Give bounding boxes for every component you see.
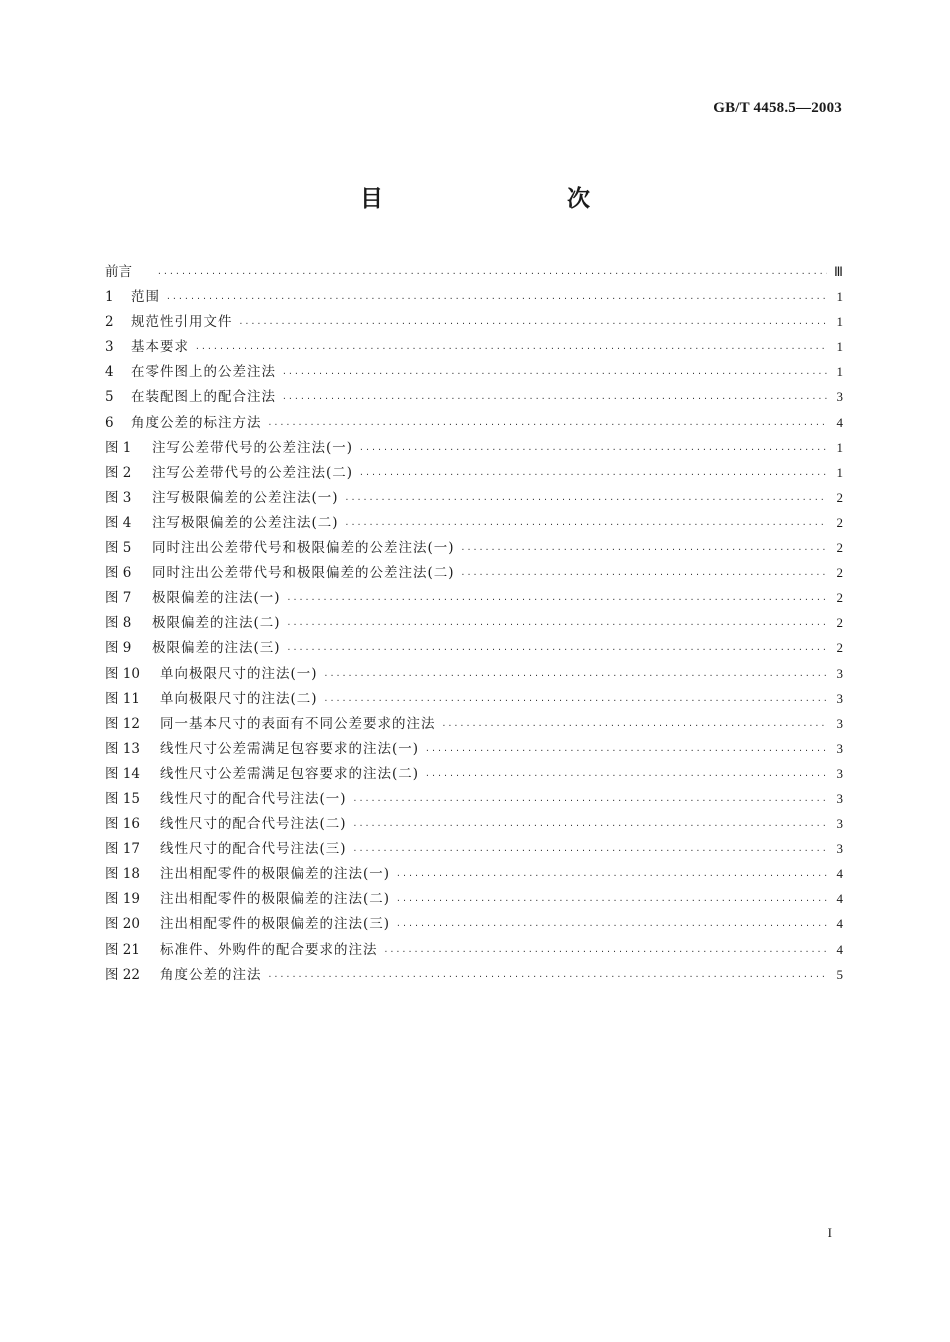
toc-entry-label: 2 — [105, 314, 114, 331]
toc-entry-label: 图 2 — [105, 464, 132, 481]
toc-entry[interactable] — [105, 736, 843, 761]
toc-entry-title: 规范性引用文件 — [131, 314, 233, 331]
toc-entry[interactable] — [105, 334, 843, 359]
toc-entry-label: 3 — [105, 339, 114, 356]
toc-entry-label: 图 16 — [105, 816, 140, 833]
dot-leader — [396, 911, 827, 936]
toc-entry-page: 1 — [836, 314, 843, 330]
toc-entry[interactable] — [105, 786, 843, 811]
toc-entry-page: 4 — [836, 891, 843, 907]
toc-entry-page: 2 — [836, 514, 843, 530]
toc-entry-title: 线性尺寸公差需满足包容要求的注法(二) — [160, 765, 420, 782]
dot-leader — [324, 686, 827, 711]
toc-entry[interactable] — [105, 711, 843, 736]
toc-entry[interactable] — [105, 435, 843, 460]
toc-entry-title: 注写公差带代号的公差注法(一) — [152, 439, 354, 456]
toc-entry[interactable] — [105, 510, 843, 535]
toc-entry-page: 2 — [836, 640, 843, 656]
toc-entry-title: 注写极限偏差的公差注法(二) — [152, 514, 339, 531]
dot-leader — [461, 535, 827, 560]
dot-leader — [282, 384, 827, 409]
toc-entry-title: 范围 — [131, 289, 160, 306]
toc-entry-label: 图 15 — [105, 790, 140, 807]
toc-entry-page: 3 — [836, 816, 843, 832]
toc-entry-page: 4 — [836, 414, 843, 430]
toc-entry-page: 2 — [836, 540, 843, 556]
toc-entry-label: 5 — [105, 389, 114, 406]
toc-entry-page: 3 — [836, 715, 843, 731]
toc-entry[interactable] — [105, 911, 843, 936]
toc-entry-label: 6 — [105, 414, 114, 431]
toc-entry-title: 在装配图上的配合注法 — [131, 389, 276, 406]
dot-leader — [396, 861, 827, 886]
toc-entry-label: 图 22 — [105, 966, 140, 983]
toc-entry-title: 极限偏差的注法(三) — [152, 640, 281, 657]
dot-leader — [461, 560, 827, 585]
toc-entry-title: 注出相配零件的极限偏差的注法(二) — [160, 891, 391, 908]
toc-entry-title: 在零件图上的公差注法 — [131, 364, 276, 381]
table-of-contents — [105, 259, 843, 987]
standard-code: GB/T 4458.5—2003 — [713, 100, 842, 116]
toc-entry-label: 前言 — [105, 264, 132, 280]
toc-entry-page: 1 — [836, 464, 843, 480]
toc-entry-page: 1 — [836, 364, 843, 380]
toc-entry-title: 线性尺寸的配合代号注法(二) — [160, 816, 347, 833]
toc-entry-page: 3 — [836, 841, 843, 857]
dot-leader — [268, 962, 828, 987]
toc-entry-title: 极限偏差的注法(一) — [152, 590, 281, 607]
toc-entry[interactable] — [105, 836, 843, 861]
toc-entry-label: 图 13 — [105, 740, 140, 757]
dot-leader — [345, 485, 827, 510]
dot-leader — [268, 410, 828, 435]
dot-leader — [396, 886, 827, 911]
dot-leader — [324, 661, 827, 686]
toc-entry-label: 4 — [105, 364, 114, 381]
toc-entry-title: 单向极限尺寸的注法(二) — [160, 690, 318, 707]
toc-entry-title: 线性尺寸的配合代号注法(一) — [160, 790, 347, 807]
dot-leader — [384, 937, 828, 962]
dot-leader — [239, 309, 828, 334]
toc-entry-page: Ⅲ — [834, 264, 843, 279]
toc-entry-title: 角度公差的注法 — [160, 966, 262, 983]
toc-entry-label: 图 8 — [105, 615, 132, 632]
toc-entry[interactable] — [105, 359, 843, 384]
toc-entry-label: 图 17 — [105, 841, 140, 858]
toc-entry[interactable] — [105, 661, 843, 686]
toc-entry-page: 1 — [836, 339, 843, 355]
toc-entry-title: 注出相配零件的极限偏差的注法(三) — [160, 916, 391, 933]
dot-leader — [359, 435, 827, 460]
toc-entry-page: 2 — [836, 590, 843, 606]
toc-entry-label: 图 9 — [105, 640, 132, 657]
toc-entry[interactable] — [105, 686, 843, 711]
toc-entry-page: 2 — [836, 615, 843, 631]
toc-entry-page: 3 — [836, 740, 843, 756]
toc-entry-title: 标准件、外购件的配合要求的注法 — [160, 941, 378, 958]
toc-entry[interactable] — [105, 410, 843, 435]
dot-leader — [425, 761, 827, 786]
dot-leader — [359, 460, 827, 485]
toc-entry[interactable] — [105, 384, 843, 409]
toc-entry-page: 2 — [836, 489, 843, 505]
toc-entry[interactable] — [105, 585, 843, 610]
page-title: 目 次 — [360, 186, 636, 212]
toc-entry-title: 角度公差的标注方法 — [131, 414, 262, 431]
toc-entry-title: 注写极限偏差的公差注法(一) — [152, 489, 339, 506]
toc-entry[interactable] — [105, 811, 843, 836]
toc-entry-page: 5 — [836, 966, 843, 982]
toc-entry-title: 线性尺寸公差需满足包容要求的注法(一) — [160, 740, 420, 757]
toc-entry-page: 3 — [836, 389, 843, 405]
toc-entry-page: 4 — [836, 866, 843, 882]
toc-entry-label: 图 21 — [105, 941, 140, 958]
toc-entry-page: 3 — [836, 665, 843, 681]
toc-entry-title: 单向极限尺寸的注法(一) — [160, 665, 318, 682]
page-number: I — [827, 1225, 832, 1240]
toc-entry-page: 2 — [836, 565, 843, 581]
toc-entry-title: 注写公差带代号的公差注法(二) — [152, 464, 354, 481]
dot-leader — [287, 635, 827, 660]
toc-entry-title: 同一基本尺寸的表面有不同公差要求的注法 — [160, 715, 436, 732]
dot-leader — [425, 736, 827, 761]
toc-entry-label: 图 11 — [105, 690, 140, 707]
dot-leader — [287, 610, 827, 635]
toc-entry-page: 4 — [836, 916, 843, 932]
toc-entry[interactable] — [105, 560, 843, 585]
dot-leader — [166, 284, 827, 309]
dot-leader — [345, 510, 827, 535]
toc-entry-page: 4 — [836, 941, 843, 957]
toc-entry-label: 图 7 — [105, 590, 132, 607]
toc-entry-label: 1 — [105, 289, 114, 306]
toc-entry-label: 图 4 — [105, 514, 132, 531]
dot-leader — [353, 836, 827, 861]
toc-entry-label: 图 12 — [105, 715, 140, 732]
toc-entry[interactable] — [105, 937, 843, 962]
toc-entry-label: 图 20 — [105, 916, 140, 933]
toc-entry-page: 3 — [836, 690, 843, 706]
toc-entry-page: 3 — [836, 765, 843, 781]
dot-leader — [157, 259, 827, 284]
toc-entry-label: 图 10 — [105, 665, 140, 682]
toc-entry-label: 图 6 — [105, 565, 132, 582]
toc-entry[interactable] — [105, 635, 843, 660]
dot-leader — [353, 811, 827, 836]
toc-entry-label: 图 14 — [105, 765, 140, 782]
toc-entry[interactable] — [105, 761, 843, 786]
toc-entry-page: 1 — [836, 289, 843, 305]
toc-entry-label: 图 5 — [105, 540, 132, 557]
toc-entry[interactable] — [105, 610, 843, 635]
dot-leader — [353, 786, 827, 811]
toc-entry-title: 同时注出公差带代号和极限偏差的公差注法(一) — [152, 540, 455, 557]
dot-leader — [287, 585, 827, 610]
toc-entry-page: 3 — [836, 790, 843, 806]
toc-entry-label: 图 1 — [105, 439, 132, 456]
toc-entry-page: 1 — [836, 439, 843, 455]
dot-leader — [282, 359, 827, 384]
toc-entry[interactable] — [105, 962, 843, 987]
dot-leader — [195, 334, 827, 359]
toc-entry-label: 图 19 — [105, 891, 140, 908]
toc-entry[interactable] — [105, 259, 843, 284]
toc-entry[interactable] — [105, 485, 843, 510]
toc-entry[interactable] — [105, 861, 843, 886]
toc-entry[interactable] — [105, 309, 843, 334]
dot-leader — [442, 711, 828, 736]
toc-entry-label: 图 3 — [105, 489, 132, 506]
toc-entry[interactable] — [105, 460, 843, 485]
toc-entry-title: 极限偏差的注法(二) — [152, 615, 281, 632]
toc-entry[interactable] — [105, 284, 843, 309]
toc-entry-title: 线性尺寸的配合代号注法(三) — [160, 841, 347, 858]
toc-entry-title: 同时注出公差带代号和极限偏差的公差注法(二) — [152, 565, 455, 582]
toc-entry[interactable] — [105, 886, 843, 911]
toc-entry-label: 图 18 — [105, 866, 140, 883]
toc-entry-title: 注出相配零件的极限偏差的注法(一) — [160, 866, 391, 883]
toc-entry[interactable] — [105, 535, 843, 560]
toc-entry-title: 基本要求 — [131, 339, 189, 356]
